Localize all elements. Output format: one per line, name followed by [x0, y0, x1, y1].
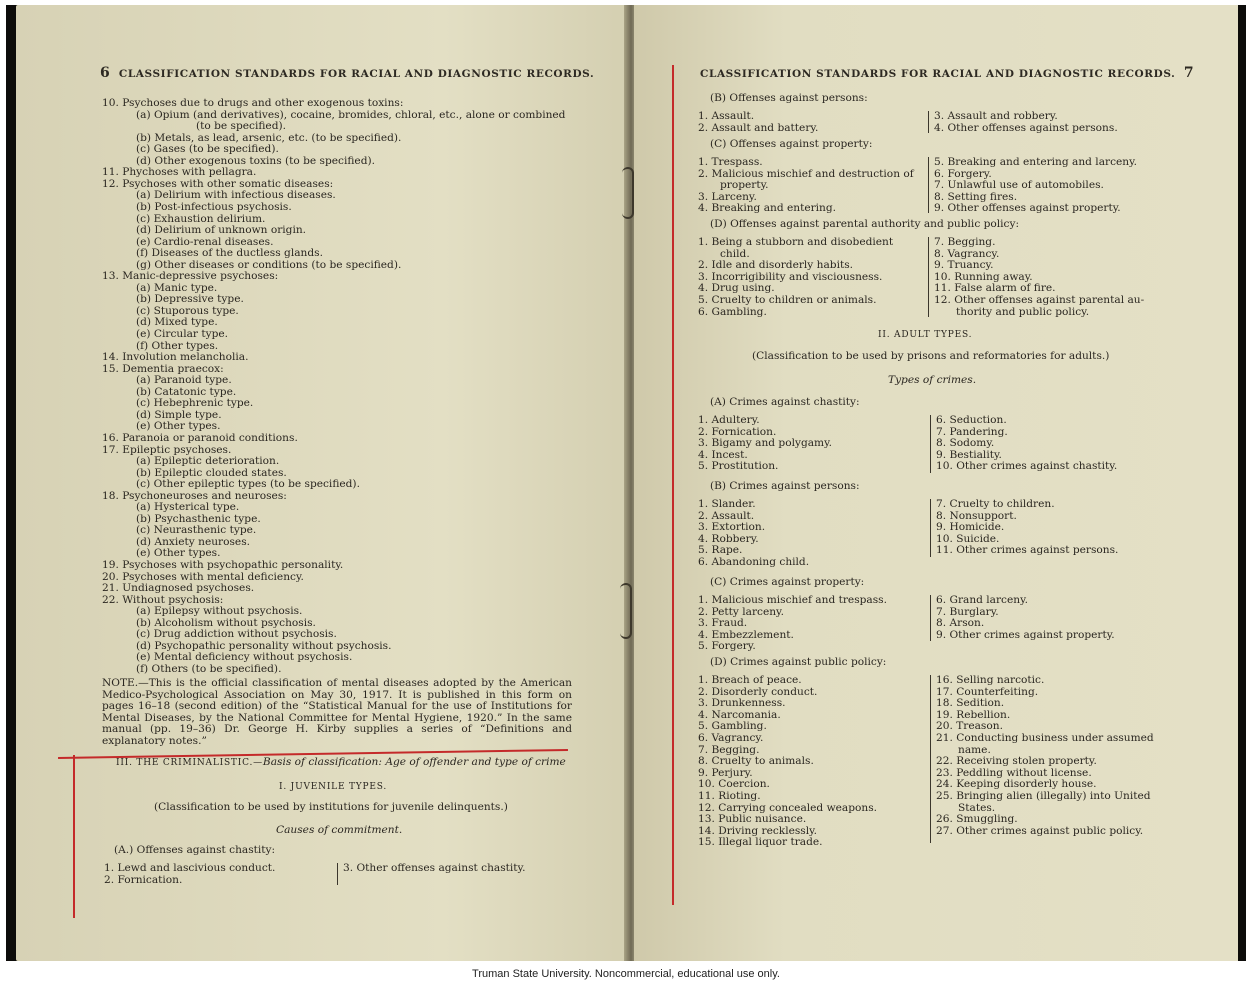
list-item: 1. Slander. [698, 498, 756, 510]
list-item: 9. Other crimes against property. [936, 628, 1115, 641]
list-item: 13. Public nuisance. [698, 813, 807, 826]
list-item: 12. Carrying concealed weapons. [698, 801, 878, 814]
list-item: (a) Delirium with infectious diseases. [136, 189, 336, 202]
left-page-number: 6 [100, 65, 111, 81]
right-page-number: 7 [1183, 65, 1195, 81]
column-divider [930, 415, 931, 473]
list-item: (b) Alcoholism without psychosis. [136, 616, 316, 629]
list-item: 16. Paranoia or paranoid conditions. [102, 431, 298, 444]
list-item: (c) Hebephrenic type. [136, 397, 254, 410]
list-item: (b) Psychasthenic type. [136, 512, 261, 525]
list-item: (d) Simple type. [136, 408, 222, 421]
list-item: 9. Perjury. [698, 766, 753, 779]
juv-b-left-list [698, 111, 818, 134]
list-item: 26. Smuggling. [936, 813, 1018, 826]
right-header-title: CLASSIFICATION STANDARDS FOR RACIAL AND DIAGNOSTIC RECORDS. [700, 68, 1176, 80]
list-item: 3. Incorrigibility and visciousness. [698, 270, 883, 283]
list-item: 1. Adultery. [698, 414, 760, 426]
list-item: (a) Epileptic deterioration. [136, 455, 280, 468]
list-item: 8. Cruelty to animals. [698, 755, 814, 768]
list-item: thority and public policy. [956, 305, 1090, 318]
list-item: 5. Forgery. [698, 640, 756, 653]
juvenile-usage: (Classification to be used by institutions for juvenile delinquents.) [154, 801, 508, 813]
list-item: 19. Psychoses with psychopathic personality. [102, 559, 344, 571]
ad-c-title: (C) Crimes against property: [710, 576, 865, 588]
list-item: (a) Hysterical type. [136, 501, 240, 514]
list-item: 5. Gambling. [698, 720, 767, 733]
list-item: 4. Embezzlement. [698, 628, 794, 641]
list-item: (e) Other types. [136, 547, 221, 560]
list-item: (f) Other types. [136, 339, 219, 352]
list-item: 9. Homicide. [936, 521, 1005, 534]
list-item: 6. Forgery. [934, 167, 992, 180]
list-item: (c) Neurasthenic type. [136, 524, 257, 537]
list-item: 2. Malicious mischief and destruction of [698, 167, 914, 180]
section-heading: III. THE CRIMINALISTIC.— [116, 758, 263, 768]
list-item: 5. Prostitution. [698, 460, 779, 473]
ad-b-title: (B) Crimes against persons: [710, 480, 860, 492]
column-divider [928, 111, 929, 133]
list-item: 23. Peddling without license. [936, 766, 1092, 779]
list-item: 13. Manic-depressive psychoses: [102, 270, 279, 283]
ad-b-right-list [936, 499, 1118, 557]
group-a-left-list [104, 863, 275, 886]
list-item: 22. Receiving stolen property. [936, 755, 1097, 768]
types-title: Types of crimes. [888, 374, 977, 386]
list-item: 10. Psychoses due to drugs and other exogenous toxins: [102, 97, 404, 109]
group-a-title: (A.) Offenses against chastity: [114, 844, 276, 856]
list-item: (e) Cardio-renal diseases. [136, 235, 274, 248]
list-item: 12. Other offenses against parental au- [934, 293, 1145, 306]
column-divider [930, 595, 931, 641]
list-item: (d) Psychopathic personality without psychosis. [136, 639, 392, 652]
list-item: 15. Dementia praecox: [102, 362, 224, 375]
causes-title: Causes of commitment. [276, 824, 403, 836]
ad-a-right-list [936, 415, 1117, 473]
list-item: (a) Manic type. [136, 281, 218, 294]
list-item: 9. Truancy. [934, 259, 994, 272]
list-item: 1. Assault. [698, 110, 755, 122]
staple-bottom [620, 583, 632, 639]
list-item: (a) Opium (and derivatives), cocaine, bromides, chloral, etc., alone or combined [136, 108, 566, 121]
list-item: 9. Bestiality. [936, 448, 1002, 461]
ad-c-left-list [698, 595, 887, 653]
list-item: 1. Malicious mischief and trespass. [698, 594, 887, 606]
list-item: 11. Other crimes against persons. [936, 544, 1119, 557]
list-item: 15. Illegal liquor trade. [698, 836, 823, 849]
list-item: (a) Epilepsy without psychosis. [136, 605, 303, 618]
list-item: (f) Diseases of the ductless glands. [136, 247, 323, 260]
list-item: 6. Seduction. [936, 414, 1007, 426]
list-item: 2. Fornication. [698, 425, 777, 438]
adult-usage: (Classification to be used by prisons and reformatories for adults.) [752, 350, 1110, 362]
list-item: 10. Running away. [934, 270, 1033, 283]
list-item: 8. Vagrancy. [934, 247, 1000, 260]
juv-b-title: (B) Offenses against persons: [710, 92, 868, 104]
list-item: 11. Phychoses with pellagra. [102, 166, 257, 179]
ad-c-right-list [936, 595, 1115, 641]
list-item: 22. Without psychosis: [102, 593, 224, 606]
left-page-header [100, 65, 594, 81]
list-item: 14. Involution melancholia. [102, 351, 249, 364]
right-page [634, 5, 1238, 961]
list-item: (f) Others (to be specified). [136, 662, 282, 675]
list-item: (to be specified). [196, 120, 286, 133]
list-item: 6. Vagrancy. [698, 731, 764, 744]
list-item: 11. Rioting. [698, 789, 761, 802]
list-item: 2. Fornication. [104, 873, 183, 886]
list-item: 8. Arson. [936, 617, 985, 630]
left-note: NOTE.—This is the official classification of mental diseases adopted by the American Medico-Psychological Association on May 30, 1917. It is published in this form on pages 16–18 (second edition) of the “Statistical Manual for the use of Institutions for Mental Diseases, by the National Committee for Mental Hygiene, 1920.” In the same manual (pp. 19–36) Dr. George H. Kirby supplies a series of “Definitions and explanatory notes.” [102, 677, 572, 747]
ad-d-right-list [936, 675, 1154, 837]
list-item: 7. Unlawful use of automobiles. [934, 179, 1104, 192]
column-divider [930, 499, 931, 557]
list-item: 2. Disorderly conduct. [698, 685, 818, 698]
list-item: 25. Bringing alien (illegally) into United [936, 789, 1151, 802]
list-item: 4. Breaking and entering. [698, 202, 837, 215]
list-item: 27. Other crimes against public policy. [936, 824, 1144, 837]
list-item: 24. Keeping disorderly house. [936, 778, 1097, 791]
list-item: 3. Fraud. [698, 617, 748, 630]
list-item: 21. Conducting business under assumed [936, 731, 1154, 744]
list-item: (e) Other types. [136, 420, 221, 433]
list-item: 4. Other offenses against persons. [934, 121, 1118, 134]
list-item: 7. Pandering. [936, 425, 1008, 438]
list-item: (d) Anxiety neuroses. [136, 535, 250, 548]
list-item: 4. Narcomania. [698, 708, 781, 721]
list-item: 5. Rape. [698, 544, 743, 557]
list-item: (c) Stuporous type. [136, 304, 239, 317]
list-item: property. [720, 179, 769, 192]
list-item: States. [958, 801, 996, 814]
list-item: 1. Breach of peace. [698, 674, 802, 686]
list-item: 14. Driving recklessly. [698, 824, 818, 837]
list-item: (c) Drug addiction without psychosis. [136, 628, 337, 641]
list-item: 1. Trespass. [698, 156, 763, 168]
list-item: 8. Sodomy. [936, 437, 995, 450]
list-item: 1. Lewd and lascivious conduct. [104, 862, 276, 874]
column-divider [930, 675, 931, 843]
list-item: (e) Circular type. [136, 328, 229, 340]
juv-b-right-list [934, 111, 1118, 134]
left-page [16, 5, 628, 961]
list-item: 3. Other offenses against chastity. [343, 862, 526, 874]
staple-top [622, 167, 634, 219]
list-item: 11. False alarm of fire. [934, 282, 1056, 295]
list-item: 4. Incest. [698, 448, 748, 461]
list-item: 6. Abandoning child. [698, 555, 810, 568]
footer-credit: Truman State University. Noncommercial, educational use only. [472, 968, 780, 980]
list-item: 7. Cruelty to children. [936, 498, 1055, 510]
list-item: 5. Breaking and entering and larceny. [934, 156, 1138, 168]
list-item: (c) Other epileptic types (to be specified). [136, 478, 360, 491]
list-item: 18. Sedition. [936, 697, 1005, 710]
red-pencil-margin-line [73, 755, 75, 918]
juv-c-left-list [698, 157, 914, 215]
list-item: 17. Counterfeiting. [936, 685, 1039, 698]
column-divider [928, 237, 929, 317]
juv-d-title: (D) Offenses against parental authority and public policy: [710, 218, 1020, 230]
list-item: 4. Robbery. [698, 532, 759, 545]
list-item: 2. Assault and battery. [698, 121, 819, 134]
list-item: child. [720, 247, 750, 260]
column-divider [928, 157, 929, 213]
juv-d-left-list [698, 237, 893, 318]
list-item: 7. Begging. [934, 236, 996, 248]
column-divider [337, 863, 338, 885]
list-item: (d) Delirium of unknown origin. [136, 224, 307, 237]
list-item: 6. Gambling. [698, 305, 767, 318]
criminalistic-heading [116, 757, 566, 770]
list-item: (a) Paranoid type. [136, 374, 232, 387]
list-item: 5. Cruelty to children or animals. [698, 293, 877, 306]
list-item: 2. Assault. [698, 509, 755, 522]
list-item: 21. Undiagnosed psychoses. [102, 582, 255, 595]
list-item: 1. Being a stubborn and disobedient [698, 236, 894, 248]
list-item: (b) Metals, as lead, arsenic, etc. (to be specified). [136, 131, 402, 144]
list-item: 7. Begging. [698, 743, 760, 756]
list-item: (b) Catatonic type. [136, 385, 237, 398]
section-basis: Basis of classification: Age of offender and type of crime [262, 756, 566, 768]
list-item: 20. Treason. [936, 720, 1003, 733]
list-item: (b) Depressive type. [136, 293, 244, 306]
list-item: 10. Suicide. [936, 532, 1000, 545]
list-item: 20. Psychoses with mental deficiency. [102, 570, 304, 583]
list-item: 18. Psychoneuroses and neuroses: [102, 489, 287, 502]
group-a-right-list [343, 863, 526, 875]
list-item: 3. Assault and robbery. [934, 110, 1058, 122]
list-item: 6. Grand larceny. [936, 594, 1029, 606]
list-item: 8. Setting fires. [934, 190, 1018, 203]
list-item: 10. Other crimes against chastity. [936, 460, 1118, 473]
list-item: 3. Larceny. [698, 190, 757, 203]
list-item: 7. Burglary. [936, 605, 999, 618]
ad-a-title: (A) Crimes against chastity: [710, 396, 860, 408]
ad-b-left-list [698, 499, 809, 569]
list-item: (g) Other diseases or conditions (to be specified). [136, 258, 402, 271]
red-pencil-margin-line-right [672, 65, 674, 905]
list-item: 8. Nonsupport. [936, 509, 1017, 522]
list-item: 17. Epileptic psychoses. [102, 443, 232, 456]
list-item: 9. Other offenses against property. [934, 202, 1121, 215]
list-item: 2. Petty larceny. [698, 605, 785, 618]
list-item: (c) Gases (to be specified). [136, 143, 279, 156]
list-item: 19. Rebellion. [936, 708, 1011, 721]
list-item: 3. Bigamy and polygamy. [698, 437, 833, 450]
list-item: 12. Psychoses with other somatic diseases: [102, 177, 334, 190]
juvenile-types-heading: I. JUVENILE TYPES. [279, 782, 388, 792]
list-item: name. [958, 743, 991, 756]
list-item: 3. Drunkenness. [698, 697, 786, 710]
juv-c-title: (C) Offenses against property: [710, 138, 873, 150]
list-item: (c) Exhaustion delirium. [136, 212, 266, 225]
left-header-title: CLASSIFICATION STANDARDS FOR RACIAL AND DIAGNOSTIC RECORDS. [118, 68, 595, 80]
list-item: (b) Post-infectious psychosis. [136, 200, 292, 213]
ad-a-left-list [698, 415, 832, 473]
ad-d-left-list [698, 675, 877, 849]
juv-d-right-list [934, 237, 1144, 318]
list-item: 2. Idle and disorderly habits. [698, 259, 854, 272]
list-item: (d) Mixed type. [136, 316, 218, 329]
juv-c-right-list [934, 157, 1137, 215]
list-item: (b) Epileptic clouded states. [136, 466, 287, 479]
list-item: (e) Mental deficiency without psychosis. [136, 651, 353, 664]
list-item: 3. Extortion. [698, 521, 766, 534]
adult-types-heading: II. ADULT TYPES. [878, 330, 973, 340]
list-item: 10. Coercion. [698, 778, 770, 791]
scan-frame [6, 5, 1246, 961]
list-item: 4. Drug using. [698, 282, 775, 295]
ad-d-title: (D) Crimes against public policy: [710, 656, 887, 668]
list-item: (d) Other exogenous toxins (to be specified). [136, 154, 375, 167]
list-item: 16. Selling narcotic. [936, 674, 1045, 686]
right-page-header [700, 65, 1194, 81]
